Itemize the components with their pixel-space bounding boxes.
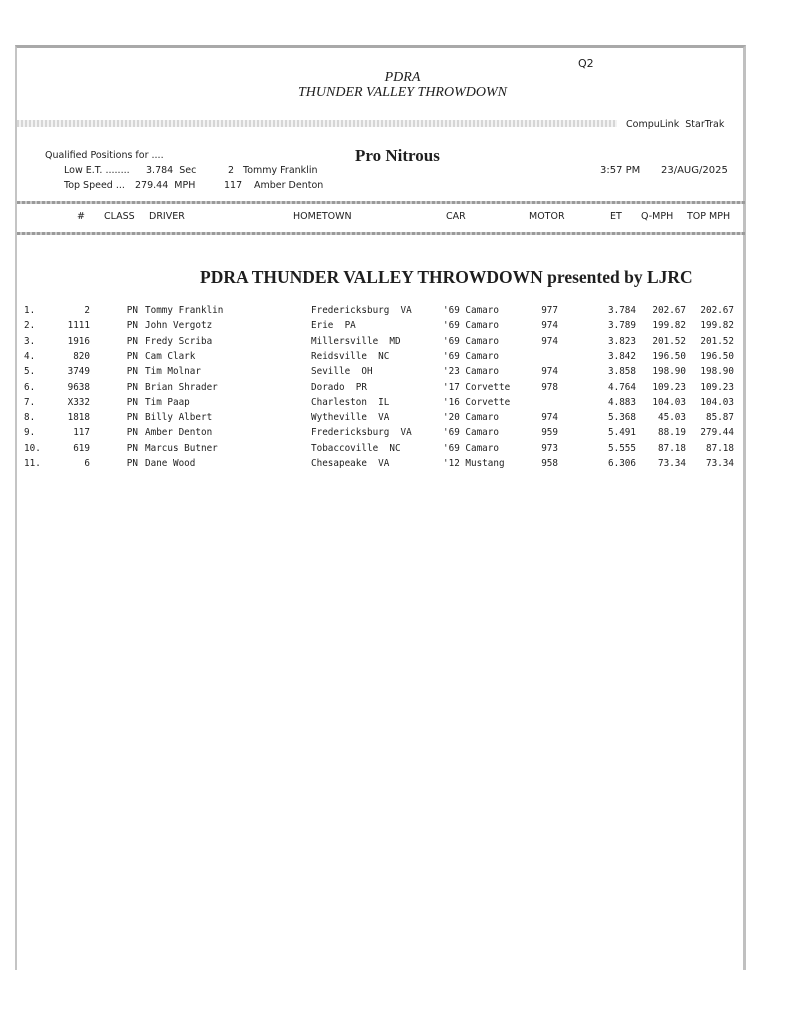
row-car-number: 619 [73, 442, 90, 454]
header-divider-bar [17, 120, 617, 127]
row-car: '16 Corvette [443, 396, 511, 408]
event-banner-bold: PDRA THUNDER VALLEY THROWDOWN [200, 267, 543, 287]
row-position: 1. [24, 305, 36, 316]
row-car-number: 1916 [67, 335, 90, 347]
row-hometown: Millersville MD [311, 335, 401, 347]
row-et: 3.842 [608, 350, 636, 362]
table-row [0, 443, 785, 458]
event-banner-rest: presented by LJRC [547, 267, 693, 287]
row-car-number: 1111 [67, 320, 90, 332]
row-class: PN [126, 396, 138, 408]
row-position: 9. [24, 427, 36, 439]
low-et-label: Low E.T. ........ [64, 165, 130, 176]
row-car-number: 820 [73, 350, 90, 362]
row-et: 3.823 [608, 335, 636, 347]
row-car-number: 6 [84, 458, 90, 469]
col-header-car: CAR [446, 211, 466, 222]
table-row [0, 305, 785, 320]
col-header-topmph: TOP MPH [687, 211, 731, 222]
row-motor: 974 [541, 366, 558, 378]
col-header-motor: MOTOR [529, 211, 565, 222]
row-hometown: Chesapeake VA [311, 458, 390, 469]
row-driver: Amber Denton [145, 427, 213, 439]
row-car-number: 1818 [67, 412, 90, 424]
row-hometown: Seville OH [311, 366, 373, 378]
table-row [0, 412, 785, 427]
table-row [0, 397, 785, 412]
col-header-qmph: Q-MPH [641, 211, 674, 222]
row-car-number: 3749 [67, 366, 90, 378]
row-motor: 958 [541, 458, 558, 469]
col-header-driver: DRIVER [149, 211, 185, 222]
row-driver: Cam Clark [145, 350, 196, 362]
top-speed-driver: Amber Denton [254, 180, 324, 191]
row-driver: Fredy Scriba [145, 335, 213, 347]
top-speed-value: 279.44 MPH [135, 180, 196, 191]
row-et: 4.764 [608, 381, 636, 393]
row-top-mph: 196.50 [700, 350, 734, 362]
row-car-number: X332 [67, 396, 90, 408]
row-et: 3.789 [608, 320, 636, 332]
row-class: PN [126, 458, 138, 469]
row-class: PN [126, 305, 138, 316]
col-header-hometown: HOMETOWN [293, 211, 352, 222]
low-et-number: 2 [228, 165, 235, 176]
row-car-number: 2 [84, 305, 90, 316]
row-position: 2. [24, 320, 36, 332]
software-label: CompuLink StarTrak [626, 119, 725, 130]
row-car: '20 Camaro [443, 412, 499, 424]
row-top-mph: 201.52 [700, 335, 734, 347]
row-et: 5.555 [608, 442, 636, 454]
column-header-bottom-rule [17, 232, 745, 235]
row-car-number: 117 [73, 427, 90, 439]
row-driver: Dane Wood [145, 458, 196, 469]
row-hometown: Dorado PR [311, 381, 367, 393]
row-driver: Brian Shrader [145, 381, 218, 393]
row-qmph: 196.50 [652, 350, 686, 362]
row-et: 5.491 [608, 427, 636, 439]
row-motor: 974 [541, 335, 558, 347]
row-top-mph: 279.44 [700, 427, 734, 439]
row-qmph: 45.03 [658, 412, 686, 424]
row-position: 7. [24, 396, 36, 408]
row-class: PN [126, 427, 138, 439]
table-row [0, 366, 785, 381]
row-top-mph: 199.82 [700, 320, 734, 332]
row-motor: 974 [541, 320, 558, 332]
row-motor: 978 [541, 381, 558, 393]
class-title: Pro Nitrous [355, 146, 440, 165]
col-header-num: # [77, 211, 85, 222]
report-event-title: THUNDER VALLEY THROWDOWN [298, 85, 507, 100]
row-et: 4.883 [608, 396, 636, 408]
report-time: 3:57 PM [600, 165, 641, 176]
row-class: PN [126, 442, 138, 454]
row-class: PN [126, 335, 138, 347]
table-row [0, 320, 785, 335]
row-driver: John Vergotz [145, 320, 213, 332]
row-car: '69 Camaro [443, 427, 499, 439]
row-motor: 974 [541, 412, 558, 424]
row-class: PN [126, 381, 138, 393]
row-hometown: Fredericksburg VA [311, 305, 412, 316]
row-qmph: 87.18 [658, 442, 686, 454]
row-qmph: 109.23 [652, 381, 686, 393]
event-banner [200, 267, 693, 288]
round-label: Q2 [578, 57, 594, 70]
row-top-mph: 104.03 [700, 396, 734, 408]
col-header-et: ET [610, 211, 622, 222]
row-car: '23 Camaro [443, 366, 499, 378]
row-class: PN [126, 366, 138, 378]
low-et-driver: Tommy Franklin [243, 165, 318, 176]
row-position: 5. [24, 366, 36, 378]
row-car: '17 Corvette [443, 381, 511, 393]
row-motor: 977 [541, 305, 558, 316]
column-header-top-rule [17, 201, 745, 204]
row-car: '69 Camaro [443, 305, 499, 316]
row-top-mph: 87.18 [706, 442, 734, 454]
row-qmph: 88.19 [658, 427, 686, 439]
row-class: PN [126, 320, 138, 332]
row-et: 3.858 [608, 366, 636, 378]
report-org-title: PDRA [384, 70, 421, 85]
row-class: PN [126, 412, 138, 424]
row-hometown: Fredericksburg VA [311, 427, 412, 439]
row-hometown: Reidsville NC [311, 350, 390, 362]
report-date: 23/AUG/2025 [661, 165, 728, 176]
row-position: 10. [24, 442, 41, 454]
row-hometown: Charleston IL [311, 396, 390, 408]
col-header-class: CLASS [104, 211, 135, 222]
row-driver: Tommy Franklin [145, 305, 224, 316]
table-row [0, 336, 785, 351]
row-motor: 959 [541, 427, 558, 439]
row-et: 3.784 [608, 305, 636, 316]
row-position: 4. [24, 350, 36, 362]
table-row [0, 458, 785, 473]
row-top-mph: 109.23 [700, 381, 734, 393]
row-qmph: 199.82 [652, 320, 686, 332]
table-row [0, 382, 785, 397]
row-car: '69 Camaro [443, 320, 499, 332]
row-position: 8. [24, 412, 36, 424]
row-top-mph: 202.67 [700, 305, 734, 316]
row-hometown: Wytheville VA [311, 412, 390, 424]
row-hometown: Erie PA [311, 320, 356, 332]
row-position: 11. [24, 458, 41, 469]
row-qmph: 201.52 [652, 335, 686, 347]
top-speed-label: Top Speed ... [64, 180, 125, 191]
row-car: '69 Camaro [443, 335, 499, 347]
row-class: PN [126, 350, 138, 362]
table-row [0, 427, 785, 442]
row-et: 6.306 [608, 458, 636, 469]
top-speed-number: 117 [224, 180, 243, 191]
row-hometown: Tobaccoville NC [311, 442, 401, 454]
row-et: 5.368 [608, 412, 636, 424]
row-driver: Tim Paap [145, 396, 190, 408]
row-car-number: 9638 [67, 381, 90, 393]
row-qmph: 202.67 [652, 305, 686, 316]
row-position: 3. [24, 335, 36, 347]
row-car: '12 Mustang [443, 458, 505, 469]
row-driver: Tim Molnar [145, 366, 201, 378]
row-car: '69 Camaro [443, 350, 499, 362]
table-row [0, 351, 785, 366]
row-qmph: 104.03 [652, 396, 686, 408]
row-top-mph: 73.34 [706, 458, 734, 469]
row-driver: Billy Albert [145, 412, 213, 424]
row-qmph: 198.90 [652, 366, 686, 378]
row-top-mph: 85.87 [706, 412, 734, 424]
qualified-heading: Qualified Positions for .... [45, 150, 164, 161]
low-et-value: 3.784 Sec [146, 165, 197, 176]
row-motor: 973 [541, 442, 558, 454]
row-top-mph: 198.90 [700, 366, 734, 378]
row-driver: Marcus Butner [145, 442, 218, 454]
row-qmph: 73.34 [658, 458, 686, 469]
row-position: 6. [24, 381, 36, 393]
row-car: '69 Camaro [443, 442, 499, 454]
